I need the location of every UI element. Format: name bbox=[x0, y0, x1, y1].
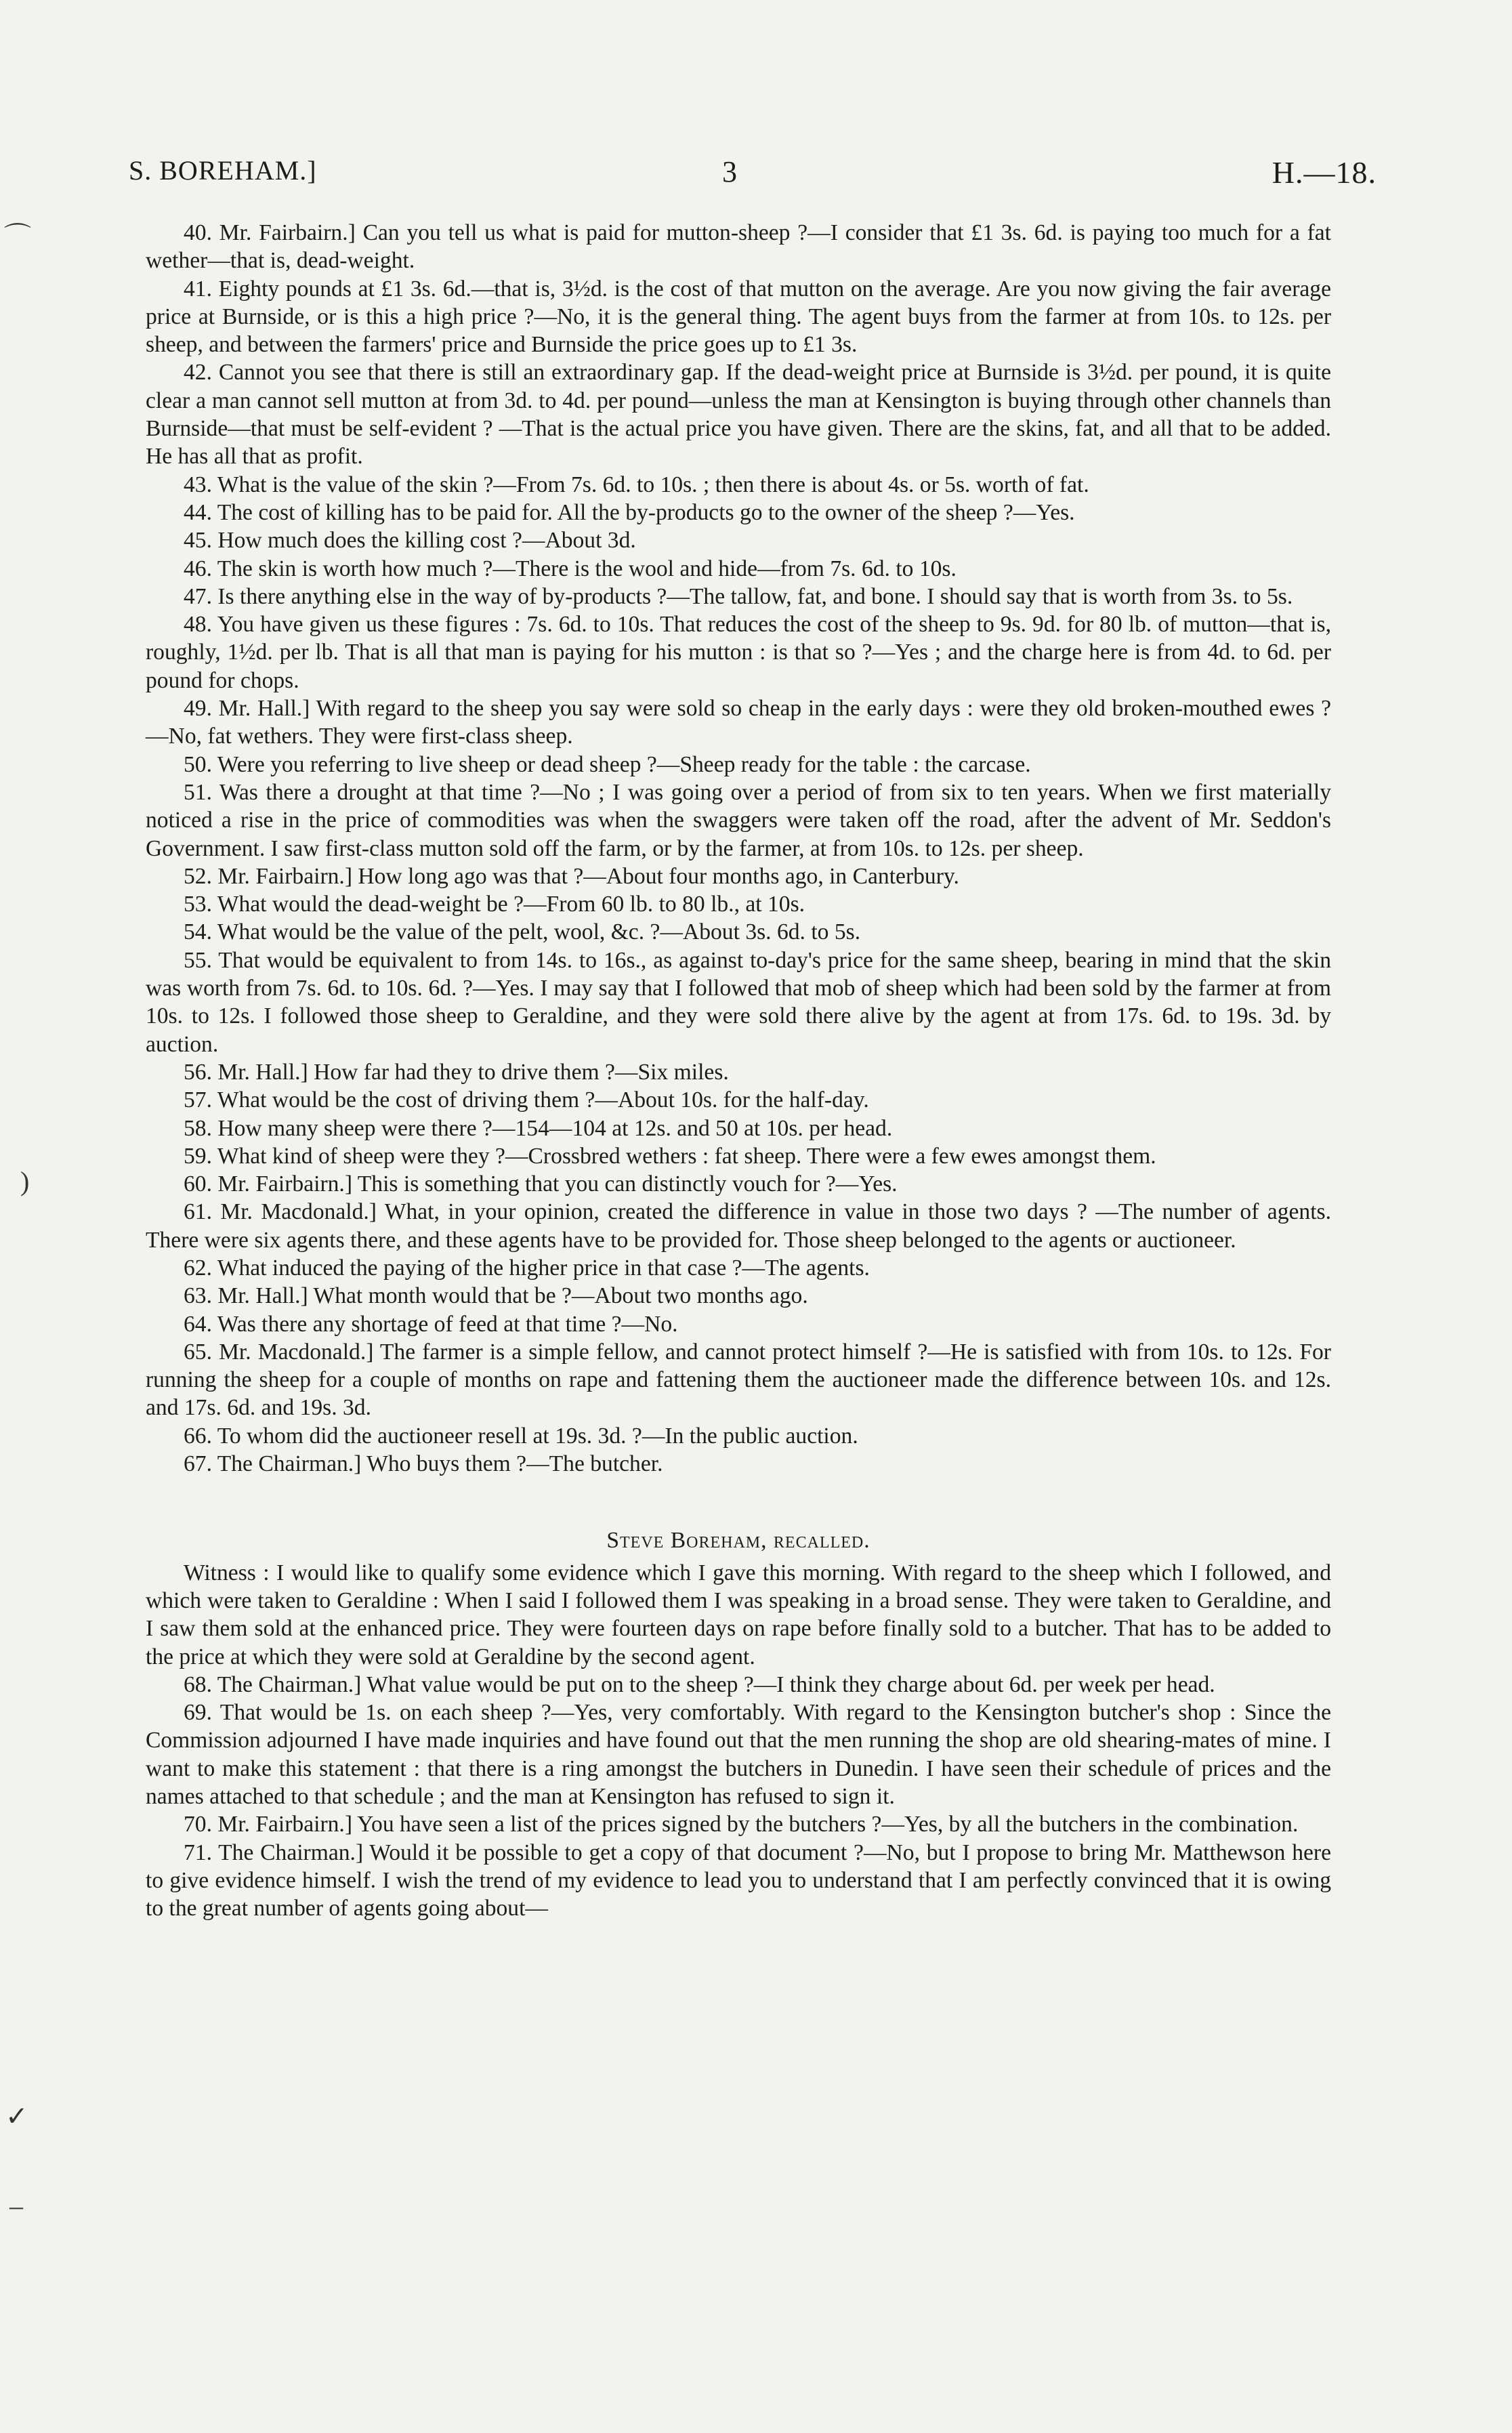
margin-mark: ✓ bbox=[5, 2101, 28, 2132]
margin-mark: – bbox=[9, 2190, 23, 2221]
evidence-paragraph: 40. Mr. Fairbairn.] Can you tell us what is paid for mutton-sheep ?—I consider that £1 3s. 6d. is paying too much for a fat wether—that is, dead-weight. bbox=[146, 220, 1331, 274]
evidence-paragraph: 44. The cost of killing has to be paid for. All the by-products go to the owner of the sheep ?—Yes. bbox=[184, 499, 1075, 525]
evidence-paragraph: 69. That would be 1s. on each sheep ?—Yes, very comfortably. With regard to the Kensington butcher's shop : Since the Commission adjourned I have made inquiries and have found out that the men running the shop are old shearing-mates of mine. I want to make this statement : that there is a ring amongst the butchers in Dunedin. I have seen their schedule of prices and the names attached to that schedule ; and the man at Kensington has refused to sign it. bbox=[146, 1700, 1331, 1810]
evidence-paragraph: 56. Mr. Hall.] How far had they to drive them ?—Six miles. bbox=[184, 1059, 729, 1085]
margin-mark: ⌒ bbox=[4, 222, 31, 252]
evidence-body bbox=[146, 219, 1331, 1923]
evidence-paragraph: 60. Mr. Fairbairn.] This is something that you can distinctly vouch for ?—Yes. bbox=[184, 1171, 898, 1197]
document-reference: H.—18. bbox=[1272, 155, 1377, 190]
evidence-paragraph: 67. The Chairman.] Who buys them ?—The butcher. bbox=[184, 1451, 663, 1477]
evidence-paragraph: 45. How much does the killing cost ?—About 3d. bbox=[184, 528, 636, 554]
evidence-paragraph: 70. Mr. Fairbairn.] You have seen a list of the prices signed by the butchers ?—Yes, by all the butchers in the combination. bbox=[184, 1812, 1299, 1837]
evidence-paragraph: 51. Was there a drought at that time ?—No ; I was going over a period of from six to ten years. When we first materially noticed a rise in the price of commodities was when the swaggers were taken off the road, after the advent of Mr. Seddon's Government. I saw first-class mutton sold off the farm, or by the farmer, at from 10s. to 12s. per sheep. bbox=[146, 779, 1331, 861]
evidence-paragraph: 50. Were you referring to live sheep or dead sheep ?—Sheep ready for the table : the carcase. bbox=[184, 751, 1031, 777]
evidence-paragraph: 64. Was there any shortage of feed at that time ?—No. bbox=[184, 1311, 678, 1337]
evidence-paragraph: 53. What would the dead-weight be ?—From 60 lb. to 80 lb., at 10s. bbox=[184, 892, 805, 917]
evidence-paragraph: 59. What kind of sheep were they ?—Crossbred wethers : fat sheep. There were a few ewes amongst them. bbox=[184, 1143, 1156, 1169]
evidence-paragraph: 54. What would be the value of the pelt, wool, &c. ?—About 3s. 6d. to 5s. bbox=[184, 919, 861, 945]
evidence-paragraph: 68. The Chairman.] What value would be put on to the sheep ?—I think they charge about 6d. per week per head. bbox=[184, 1671, 1215, 1697]
evidence-paragraph: 62. What induced the paying of the higher price in that case ?—The agents. bbox=[184, 1255, 870, 1281]
header-witness-name: S. BOREHAM.] bbox=[129, 155, 317, 186]
evidence-paragraph: 42. Cannot you see that there is still an extraordinary gap. If the dead-weight price at Burnside is 3½d. per pound, it is quite clear a man cannot sell mutton at from 3d. to 4d. per pound—unless the man at Kensington is buying through other channels than Burnside—that must be self-evident ? —That is the actual price you have given. There are the skins, fat, and all that to be added. He has all that as profit. bbox=[146, 360, 1331, 470]
evidence-paragraph: 55. That would be equivalent to from 14s. to 16s., as against to-day's price for the same sheep, bearing in mind that the skin was worth from 7s. 6d. to 10s. 6d. ?—Yes. I may say that I followed that mob of sheep which had been sold by the farmer at from 10s. to 12s. I followed those sheep to Geraldine, and they were sold there alive by the agent at from 17s. 6d. to 19s. 3d. by auction. bbox=[146, 947, 1331, 1057]
section-heading: Steve Boreham, recalled. bbox=[606, 1528, 870, 1554]
evidence-paragraph: 61. Mr. Macdonald.] What, in your opinion, created the difference in value in those two days ? —The number of agents. There were six agents there, and these agents have to be provided for. Those sheep belonged to the agents or auctioneer. bbox=[146, 1199, 1331, 1253]
evidence-paragraph: 57. What would be the cost of driving them ?—About 10s. for the half-day. bbox=[184, 1087, 869, 1113]
evidence-group-1 bbox=[146, 219, 1331, 1478]
evidence-group-2 bbox=[146, 1559, 1331, 1923]
evidence-paragraph: 63. Mr. Hall.] What month would that be ?—About two months ago. bbox=[184, 1283, 808, 1309]
evidence-paragraph: 66. To whom did the auctioneer resell at 19s. 3d. ?—In the public auction. bbox=[184, 1423, 858, 1449]
evidence-paragraph: 41. Eighty pounds at £1 3s. 6d.—that is, 3½d. is the cost of that mutton on the average. Are you now giving the fair average price at Burnside, or is this a high price ?—No, it is the general thing. The agent buys from the farmer at from 10s. to 12s. per sheep, and between the farmers' price and Burnside the price goes up to £1 3s. bbox=[146, 276, 1331, 358]
evidence-paragraph: 58. How many sheep were there ?—154—104 at 12s. and 50 at 10s. per head. bbox=[184, 1115, 893, 1141]
evidence-paragraph: 43. What is the value of the skin ?—From 7s. 6d. to 10s. ; then there is about 4s. or 5s. worth of fat. bbox=[184, 472, 1089, 497]
evidence-paragraph: Witness : I would like to qualify some evidence which I gave this morning. With regard to the sheep which I followed, and which were taken to Geraldine : When I said I followed them I was speaking in a broad sense. They were taken to Geraldine, and I saw them sold at the enhanced price. They were fourteen days on rape before finally sold to a butcher. That has to be added to the price at which they were sold at Geraldine by the second agent. bbox=[146, 1560, 1331, 1669]
evidence-paragraph: 52. Mr. Fairbairn.] How long ago was that ?—About four months ago, in Canterbury. bbox=[184, 863, 959, 889]
evidence-paragraph: 47. Is there anything else in the way of by-products ?—The tallow, fat, and bone. I should say that is worth from 3s. to 5s. bbox=[184, 583, 1293, 609]
margin-mark: ) bbox=[20, 1166, 30, 1197]
evidence-paragraph: 46. The skin is worth how much ?—There is the wool and hide—from 7s. 6d. to 10s. bbox=[184, 556, 957, 581]
evidence-paragraph: 49. Mr. Hall.] With regard to the sheep you say were sold so cheap in the early days : were they old broken-mouthed ewes ?—No, fat wethers. They were first-class sheep. bbox=[146, 696, 1331, 749]
evidence-paragraph: 71. The Chairman.] Would it be possible to get a copy of that document ?—No, but I propose to bring Mr. Matthewson here to give evidence himself. I wish the trend of my evidence to lead you to understand that I am perfectly convinced that it is owing to the great number of agents going about— bbox=[146, 1839, 1331, 1921]
evidence-paragraph: 48. You have given us these figures : 7s. 6d. to 10s. That reduces the cost of the sheep to 9s. 9d. for 80 lb. of mutton—that is, roughly, 1½d. per lb. That is all that man is paying for his mutton : is that so ?—Yes ; and the charge here is from 4d. to 6d. per pound for chops. bbox=[146, 612, 1331, 693]
page-number: 3 bbox=[722, 155, 738, 188]
evidence-paragraph: 65. Mr. Macdonald.] The farmer is a simple fellow, and cannot protect himself ?—He is satisfied with from 10s. to 12s. For running the sheep for a couple of months on rape and fattening them the auctioneer made the difference between 10s. and 12s. and 17s. 6d. and 19s. 3d. bbox=[146, 1339, 1331, 1421]
